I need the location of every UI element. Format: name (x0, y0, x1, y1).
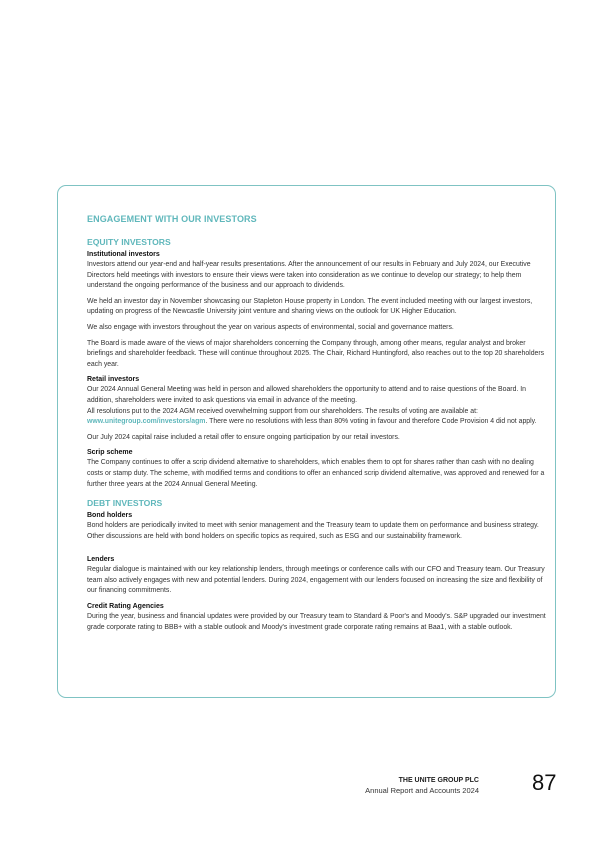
page-number: 87 (532, 770, 557, 795)
retail-paragraph-1 (87, 385, 547, 427)
retail-investors-subheading: Retail investors (87, 376, 140, 384)
institutional-paragraph-2: We held an investor day in November showcasing our Stapleton House property in London. The event included meeting with our largest investors, updating on progress of the Newcastle University joint venture and sharing views on the outlook for UK Higher Education. (87, 297, 533, 316)
lenders-subheading: Lenders (87, 556, 115, 564)
scrip-scheme-paragraph: The Company continues to offer a scrip dividend alternative to shareholders, which enables them to opt for shares rather than cash with no dealing costs or stamp duty. The scheme, with modified terms and conditions to offer an enhanced scrip dividend alternative, was approved and renewed for a further three years at the 2024 Annual General Meeting. (87, 459, 545, 488)
agm-results-link[interactable]: www.unitegroup.com/investors/agm (87, 418, 206, 426)
scrip-scheme-subheading: Scrip scheme (87, 449, 133, 457)
bond-holders-paragraph: Bond holders are periodically invited to meet with senior management and the Treasury team to update them on performance and business strategy. Other discussions are held with bond holders on specific topics as required, such as ESG and our sustainability framework. (87, 522, 539, 540)
credit-rating-subheading: Credit Rating Agencies (87, 603, 164, 611)
equity-investors-heading: EQUITY INVESTORS (87, 237, 171, 247)
footer-company-name: THE UNITE GROUP PLC (398, 777, 479, 784)
institutional-investors-subheading: Institutional investors (87, 251, 160, 258)
lenders-paragraph: Regular dialogue is maintained with our key relationship lenders, through meetings or conference calls with our CFO and Treasury team. Our Treasury team also actively engages with new and potential lenders. During 2024, engagement with our lenders focused on increasing the size and flexibility of our financing commitments. (87, 566, 545, 595)
institutional-paragraph-4: The Board is made aware of the views of major shareholders concerning the Company through, among other means, regular analyst and broker briefings and shareholder feedback. These will continue throughout 2025. The Chair, Richard Huntingford, also reaches out to the top 20 shareholders each year. (87, 339, 545, 368)
credit-rating-paragraph: During the year, business and financial updates were provided by our Treasury team to Standard & Poor's and Moody's. S&P upgraded our investment grade corporate rating to BBB+ with a stable outlook and Moody's investment grade corporate rating remains at Baa1, with a stable outlook. (87, 613, 546, 631)
page-footer (365, 776, 479, 796)
footer-report-title: Annual Report and Accounts 2024 (365, 786, 479, 795)
institutional-paragraph-1: Investors attend our year-end and half-year results presentations. After the announcement of our results in February and July 2024, our Executive Directors held meetings with investors to ensure their views were taken into consideration as we continue to develop our strategy; to help them understand the ongoing performance of the business and our approach to dividends. (87, 261, 531, 290)
investor-engagement-content (87, 213, 547, 638)
retail-paragraph-2: Our July 2024 capital raise included a retail offer to ensure ongoing participation by our retail investors. (87, 433, 400, 441)
retail-voting-text: All resolutions put to the 2024 AGM received overwhelming support from our shareholders. The results of voting are available at: (87, 407, 478, 415)
bond-holders-subheading: Bond holders (87, 512, 133, 520)
debt-investors-heading: DEBT INVESTORS (87, 498, 163, 509)
retail-voting-text-end: . There were no resolutions with less than 80% voting in favour and therefore Code Provision 4 did not apply. (205, 418, 537, 426)
section-title: ENGAGEMENT WITH OUR INVESTORS (87, 214, 257, 224)
institutional-paragraph-3: We also engage with investors throughout the year on various aspects of environmental, social and governance matters. (87, 323, 454, 331)
retail-agm-text: Our 2024 Annual General Meeting was held in person and allowed shareholders the opportunity to attend and to raise questions of the Board. In addition, shareholders were invited to ask questions via email in advance of the meeting. (87, 386, 526, 404)
